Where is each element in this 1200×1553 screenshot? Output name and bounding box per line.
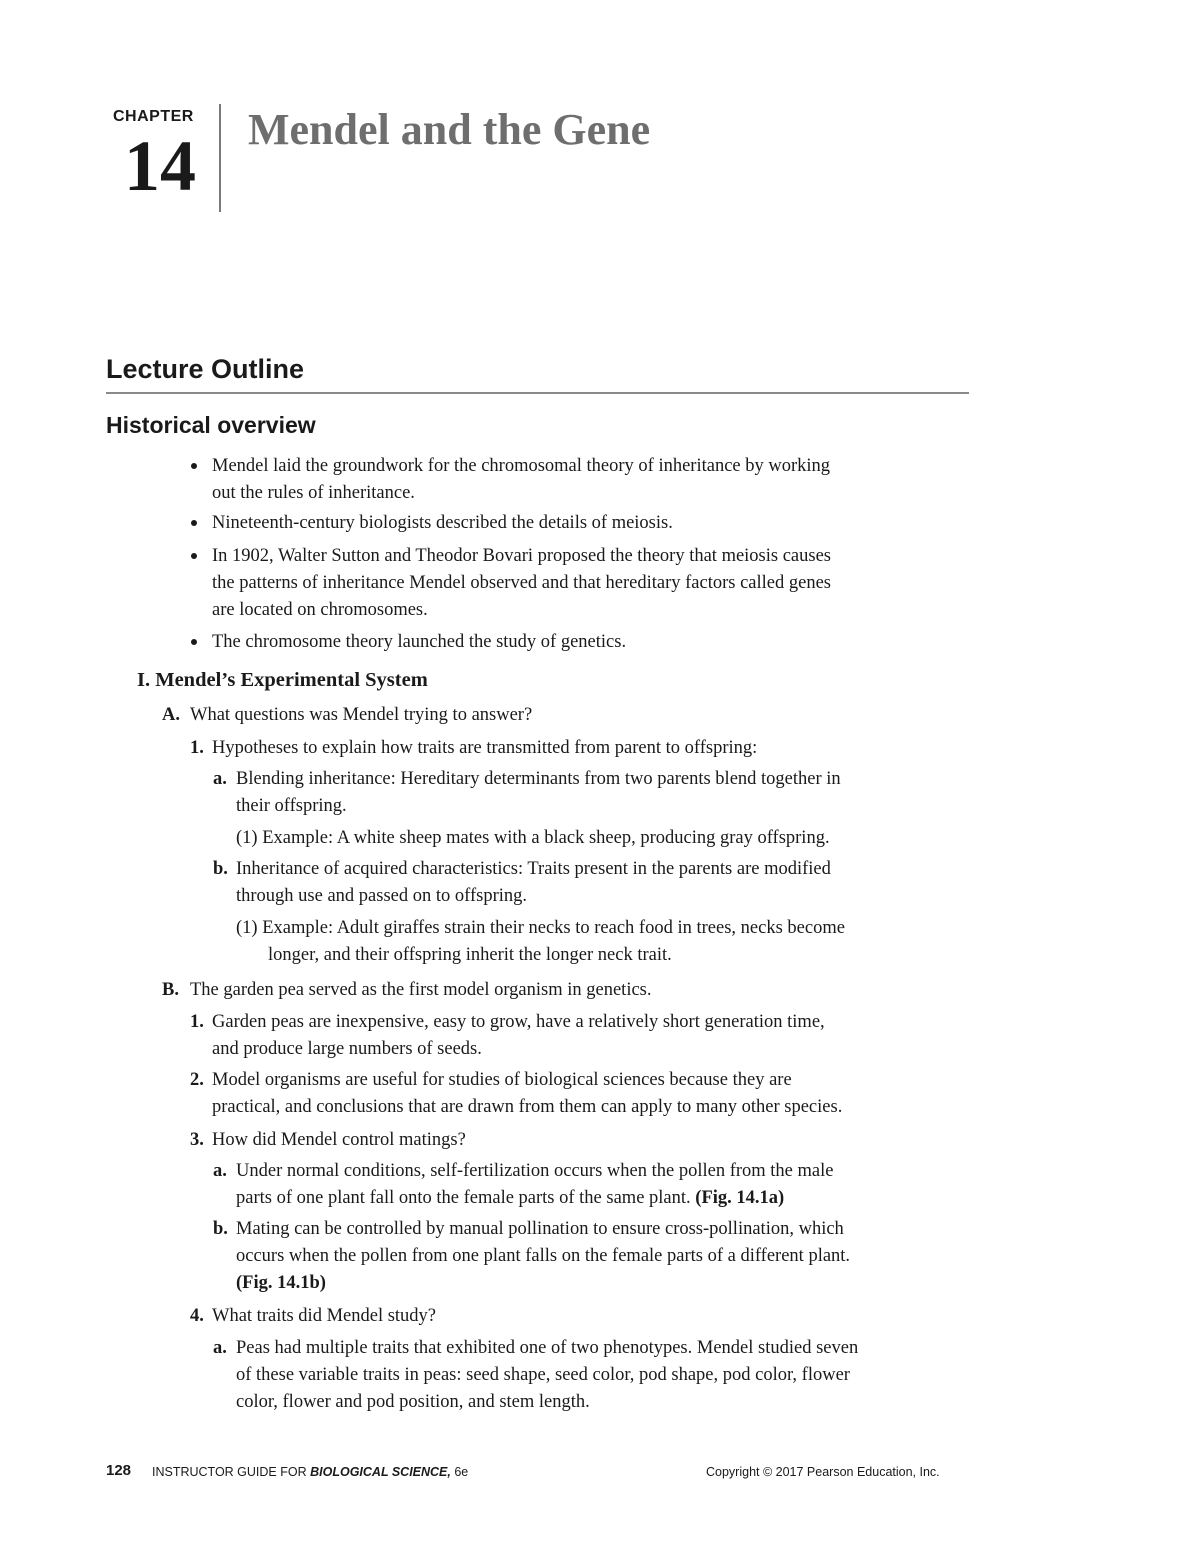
bullet-text: In 1902, Walter Sutton and Theodor Bovari proposed the theory that meiosis causes	[212, 546, 832, 566]
outline-item-text: of these variable traits in peas: seed shape, seed color, pod shape, pod color, flower	[236, 1365, 850, 1385]
figure-reference: (Fig. 14.1b)	[236, 1273, 326, 1293]
footer-guide-title	[152, 1465, 468, 1479]
outline-item-text: Mating can be controlled by manual pollination to ensure cross-pollination, which	[236, 1219, 844, 1239]
figure-reference: (Fig. 14.1a)	[695, 1188, 785, 1208]
outline-item-text: Blending inheritance: Hereditary determinants from two parents blend together in	[236, 769, 841, 789]
subsection-heading: Historical overview	[106, 412, 316, 438]
bullet-text: Nineteenth-century biologists described the details of meiosis.	[212, 513, 673, 533]
outline-marker: B.	[162, 980, 179, 1000]
outline-item-text: Under normal conditions, self-fertilization occurs when the pollen from the male	[236, 1161, 834, 1181]
outline-heading-text: Mendel’s Experimental System	[155, 669, 428, 691]
outline-item-text: Garden peas are inexpensive, easy to grow, have a relatively short generation time,	[212, 1012, 825, 1032]
outline-item-text: their offspring.	[236, 796, 347, 816]
outline-item-text: Hypotheses to explain how traits are transmitted from parent to offspring:	[212, 738, 758, 758]
chapter-label: CHAPTER	[113, 108, 194, 125]
footer-guide-prefix: INSTRUCTOR GUIDE FOR	[152, 1465, 311, 1479]
outline-item-text: (1) Example: Adult giraffes strain their necks to reach food in trees, necks become	[236, 918, 845, 938]
outline-marker: b.	[213, 1219, 228, 1239]
outline-item-text: parts of one plant fall onto the female parts of the same plant.	[236, 1188, 691, 1208]
bullet-text: The chromosome theory launched the study of genetics.	[212, 632, 627, 652]
outline-marker: 2.	[190, 1070, 204, 1090]
outline-marker: a.	[213, 1338, 227, 1358]
chapter-number: 14	[124, 126, 196, 206]
chapter-divider	[219, 104, 221, 212]
bullet-text: Mendel laid the groundwork for the chromosomal theory of inheritance by working	[212, 456, 831, 476]
outline-item-text: occurs when the pollen from one plant falls on the female parts of a different plant.	[236, 1246, 851, 1266]
bullet-text: are located on chromosomes.	[212, 600, 428, 620]
bullet-icon	[191, 639, 197, 645]
outline-item-text: The garden pea served as the first model organism in genetics.	[190, 980, 652, 1000]
outline-item-text: Peas had multiple traits that exhibited one of two phenotypes. Mendel studied seven	[236, 1338, 859, 1358]
outline-item-text: What questions was Mendel trying to answer?	[190, 705, 533, 725]
bullet-icon	[191, 520, 197, 526]
outline-marker: 3.	[190, 1130, 204, 1150]
chapter-title: Mendel and the Gene	[248, 105, 651, 154]
bullet-text: out the rules of inheritance.	[212, 483, 415, 503]
outline-marker: 1.	[190, 738, 204, 758]
footer-book-title: BIOLOGICAL SCIENCE,	[310, 1465, 451, 1479]
outline-item-text: How did Mendel control matings?	[212, 1130, 466, 1150]
outline-marker: a.	[213, 1161, 227, 1181]
outline-item-text: longer, and their offspring inherit the longer neck trait.	[268, 945, 672, 965]
section-heading: Lecture Outline	[106, 354, 305, 384]
outline-marker: b.	[213, 859, 228, 879]
outline-heading	[137, 670, 428, 691]
outline-marker: 1.	[190, 1012, 204, 1032]
bullet-icon	[191, 553, 197, 559]
outline-marker: I.	[137, 669, 151, 691]
outline-item-text: Inheritance of acquired characteristics: Traits present in the parents are modified	[236, 859, 831, 879]
footer-copyright: Copyright © 2017 Pearson Education, Inc.	[706, 1465, 940, 1479]
outline-item-text: through use and passed on to offspring.	[236, 886, 527, 906]
outline-item-text: color, flower and pod position, and stem length.	[236, 1392, 590, 1412]
bullet-text: the patterns of inheritance Mendel observed and that hereditary factors called genes	[212, 573, 831, 593]
outline-marker: a.	[213, 769, 227, 789]
outline-item-text	[236, 1189, 784, 1208]
page-number: 128	[106, 1462, 132, 1479]
outline-item-text: Model organisms are useful for studies of biological sciences because they are	[212, 1070, 792, 1090]
section-divider	[106, 392, 969, 394]
outline-item-text: and produce large numbers of seeds.	[212, 1039, 482, 1059]
outline-item-text: What traits did Mendel study?	[212, 1306, 437, 1326]
footer-edition: 6e	[450, 1465, 469, 1479]
outline-marker: 4.	[190, 1306, 204, 1326]
bullet-icon	[191, 463, 197, 469]
outline-item-text: (1) Example: A white sheep mates with a black sheep, producing gray offspring.	[236, 828, 830, 848]
outline-item-text: practical, and conclusions that are drawn from them can apply to many other species.	[212, 1097, 843, 1117]
outline-marker: A.	[162, 705, 180, 725]
